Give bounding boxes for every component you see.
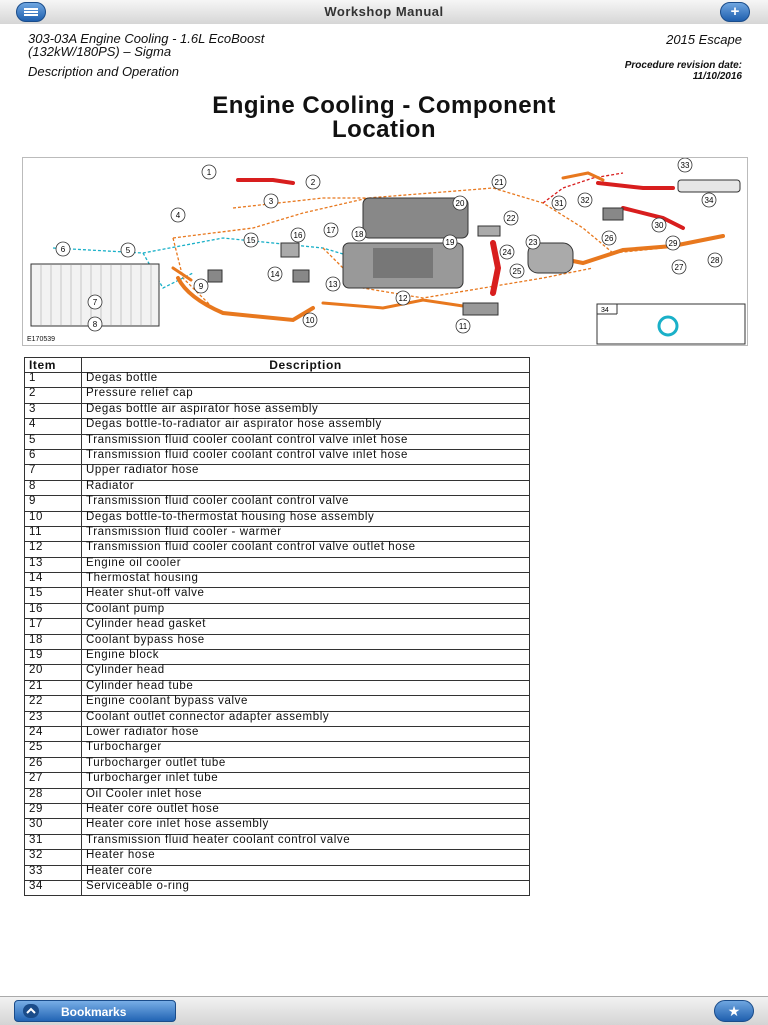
favorite-button[interactable] bbox=[714, 1000, 754, 1022]
component-location-diagram[interactable] bbox=[22, 157, 748, 346]
callout-number: 20 bbox=[455, 199, 465, 208]
column-header-description: Description bbox=[82, 358, 530, 373]
item-description: Cylinder head gasket bbox=[82, 619, 530, 634]
revision-date: 11/10/2016 bbox=[692, 71, 742, 82]
item-description: Transmission fluid heater coolant control valve bbox=[82, 834, 530, 849]
item-number: 23 bbox=[25, 711, 82, 726]
table-row bbox=[25, 634, 530, 649]
callout-number: 18 bbox=[354, 230, 364, 239]
table-row bbox=[25, 757, 530, 772]
item-number: 21 bbox=[25, 680, 82, 695]
item-number: 31 bbox=[25, 834, 82, 849]
callout-number: 22 bbox=[506, 214, 516, 223]
app-title: Workshop Manual bbox=[324, 4, 444, 19]
callout-number: 28 bbox=[710, 256, 720, 265]
item-number: 4 bbox=[25, 419, 82, 434]
item-number: 9 bbox=[25, 496, 82, 511]
callout-number: 15 bbox=[246, 236, 256, 245]
page-title-line2: Location bbox=[332, 116, 436, 143]
item-description: Degas bottle air aspirator hose assembly bbox=[82, 403, 530, 418]
callout-number: 4 bbox=[175, 211, 181, 220]
item-description: Engine block bbox=[82, 650, 530, 665]
item-description: Serviceable o-ring bbox=[82, 880, 530, 895]
table-row bbox=[25, 788, 530, 803]
table-row bbox=[25, 850, 530, 865]
item-description: Coolant pump bbox=[82, 603, 530, 618]
inset-label: 34 bbox=[601, 307, 609, 314]
item-description: Pressure relief cap bbox=[82, 388, 530, 403]
callout-number: 21 bbox=[494, 178, 504, 187]
vehicle-model: 2015 Escape bbox=[666, 32, 742, 47]
callout-number: 12 bbox=[398, 294, 408, 303]
top-toolbar bbox=[0, 0, 768, 25]
item-number: 15 bbox=[25, 588, 82, 603]
table-row bbox=[25, 511, 530, 526]
table-row bbox=[25, 865, 530, 880]
item-description: Degas bottle-to-radiator air aspirator hose assembly bbox=[82, 419, 530, 434]
bookmarks-label: Bookmarks bbox=[61, 1005, 127, 1019]
callout-number: 13 bbox=[328, 280, 338, 289]
table-row bbox=[25, 480, 530, 495]
item-number: 16 bbox=[25, 603, 82, 618]
item-description: Degas bottle bbox=[82, 373, 530, 388]
callout-number: 1 bbox=[206, 168, 212, 177]
table-row bbox=[25, 665, 530, 680]
item-number: 11 bbox=[25, 526, 82, 541]
document-type: Description and Operation bbox=[28, 64, 180, 79]
column-header-item: Item bbox=[25, 358, 82, 373]
component-table bbox=[24, 357, 530, 896]
item-number: 29 bbox=[25, 803, 82, 818]
item-number: 24 bbox=[25, 726, 82, 741]
table-row bbox=[25, 526, 530, 541]
item-description: Upper radiator hose bbox=[82, 465, 530, 480]
callout-number: 32 bbox=[580, 196, 590, 205]
callout-number: 8 bbox=[92, 320, 98, 329]
item-description: Radiator bbox=[82, 480, 530, 495]
table-row bbox=[25, 557, 530, 572]
item-description: Engine coolant bypass valve bbox=[82, 696, 530, 711]
item-description: Transmission fluid cooler coolant control valve bbox=[82, 496, 530, 511]
callout-number: 7 bbox=[92, 298, 98, 307]
table-row bbox=[25, 449, 530, 464]
table-row bbox=[25, 880, 530, 895]
table-row bbox=[25, 803, 530, 818]
callout-number: 23 bbox=[528, 238, 538, 247]
callout-number: 29 bbox=[668, 239, 678, 248]
callout-number: 31 bbox=[554, 199, 564, 208]
document-page bbox=[0, 24, 768, 996]
callout-number: 11 bbox=[458, 322, 468, 331]
item-number: 28 bbox=[25, 788, 82, 803]
section-title-line1: 303-03A Engine Cooling - 1.6L EcoBoost bbox=[28, 31, 265, 46]
item-description: Transmission fluid cooler coolant control valve outlet hose bbox=[82, 542, 530, 557]
callout-number: 2 bbox=[310, 178, 316, 187]
item-description: Transmission fluid cooler coolant control valve inlet hose bbox=[82, 449, 530, 464]
table-row bbox=[25, 680, 530, 695]
callout-number: 19 bbox=[445, 238, 455, 247]
item-number: 10 bbox=[25, 511, 82, 526]
table-row bbox=[25, 603, 530, 618]
callout-number: 5 bbox=[125, 246, 131, 255]
table-row bbox=[25, 819, 530, 834]
item-number: 33 bbox=[25, 865, 82, 880]
section-title-line2: (132kW/180PS) – Sigma bbox=[28, 44, 172, 59]
callout-number: 17 bbox=[326, 226, 336, 235]
item-number: 12 bbox=[25, 542, 82, 557]
item-description: Turbocharger inlet tube bbox=[82, 773, 530, 788]
table-row bbox=[25, 742, 530, 757]
item-number: 7 bbox=[25, 465, 82, 480]
bookmarks-button[interactable] bbox=[14, 1000, 176, 1022]
table-row bbox=[25, 573, 530, 588]
table-row bbox=[25, 773, 530, 788]
table-row bbox=[25, 834, 530, 849]
add-button[interactable] bbox=[720, 2, 750, 22]
star-icon: ★ bbox=[727, 1003, 741, 1019]
item-number: 19 bbox=[25, 650, 82, 665]
callout-number: 9 bbox=[198, 282, 204, 291]
item-number: 27 bbox=[25, 773, 82, 788]
item-description: Heater core inlet hose assembly bbox=[82, 819, 530, 834]
callout-number: 26 bbox=[604, 234, 614, 243]
table-row bbox=[25, 711, 530, 726]
item-number: 14 bbox=[25, 573, 82, 588]
item-number: 5 bbox=[25, 434, 82, 449]
table-row bbox=[25, 696, 530, 711]
callout-number: 14 bbox=[270, 270, 280, 279]
item-number: 26 bbox=[25, 757, 82, 772]
item-description: Transmission fluid cooler coolant control valve inlet hose bbox=[82, 434, 530, 449]
callout-number: 3 bbox=[268, 197, 274, 206]
item-description: Coolant outlet connector adapter assembly bbox=[82, 711, 530, 726]
item-number: 17 bbox=[25, 619, 82, 634]
item-description: Transmission fluid cooler - warmer bbox=[82, 526, 530, 541]
item-description: Turbocharger outlet tube bbox=[82, 757, 530, 772]
revision-label: Procedure revision date: bbox=[624, 60, 742, 71]
item-number: 25 bbox=[25, 742, 82, 757]
table-row bbox=[25, 403, 530, 418]
table-row bbox=[25, 542, 530, 557]
callout-number: 16 bbox=[293, 231, 303, 240]
bottom-toolbar bbox=[0, 996, 768, 1025]
callout-number: 10 bbox=[305, 316, 315, 325]
item-description: Degas bottle-to-thermostat housing hose assembly bbox=[82, 511, 530, 526]
diagram-illustration bbox=[23, 158, 747, 345]
callout-number: 33 bbox=[680, 161, 690, 170]
item-description: Heater core bbox=[82, 865, 530, 880]
table-row bbox=[25, 496, 530, 511]
item-number: 2 bbox=[25, 388, 82, 403]
page-title-line1: Engine Cooling - Component bbox=[212, 92, 556, 119]
item-description: Oil Cooler inlet hose bbox=[82, 788, 530, 803]
item-number: 18 bbox=[25, 634, 82, 649]
plus-icon: + bbox=[730, 3, 740, 20]
table-row bbox=[25, 373, 530, 388]
item-number: 20 bbox=[25, 665, 82, 680]
page-title bbox=[0, 94, 768, 142]
table-row bbox=[25, 650, 530, 665]
figure-code: E170539 bbox=[27, 336, 56, 343]
table-row bbox=[25, 388, 530, 403]
item-number: 32 bbox=[25, 850, 82, 865]
item-description: Coolant bypass hose bbox=[82, 634, 530, 649]
item-description: Engine oil cooler bbox=[82, 557, 530, 572]
table-row bbox=[25, 588, 530, 603]
callout-number: 27 bbox=[674, 263, 684, 272]
item-number: 3 bbox=[25, 403, 82, 418]
callout-number: 34 bbox=[704, 196, 714, 205]
chevron-up-icon bbox=[23, 1004, 39, 1018]
item-description: Turbocharger bbox=[82, 742, 530, 757]
item-description: Cylinder head bbox=[82, 665, 530, 680]
table-row bbox=[25, 465, 530, 480]
callout-number: 30 bbox=[654, 221, 664, 230]
item-number: 8 bbox=[25, 480, 82, 495]
table-row bbox=[25, 419, 530, 434]
item-description: Heater core outlet hose bbox=[82, 803, 530, 818]
item-number: 22 bbox=[25, 696, 82, 711]
item-description: Heater shut-off valve bbox=[82, 588, 530, 603]
table-row bbox=[25, 619, 530, 634]
callout-number: 24 bbox=[502, 248, 512, 257]
item-number: 34 bbox=[25, 880, 82, 895]
callout-number: 6 bbox=[60, 245, 66, 254]
item-description: Lower radiator hose bbox=[82, 726, 530, 741]
item-description: Heater hose bbox=[82, 850, 530, 865]
item-number: 13 bbox=[25, 557, 82, 572]
item-number: 1 bbox=[25, 373, 82, 388]
item-description: Thermostat housing bbox=[82, 573, 530, 588]
table-row bbox=[25, 726, 530, 741]
callout-number: 25 bbox=[512, 267, 522, 276]
item-number: 30 bbox=[25, 819, 82, 834]
item-number: 6 bbox=[25, 449, 82, 464]
table-row bbox=[25, 434, 530, 449]
item-description: Cylinder head tube bbox=[82, 680, 530, 695]
